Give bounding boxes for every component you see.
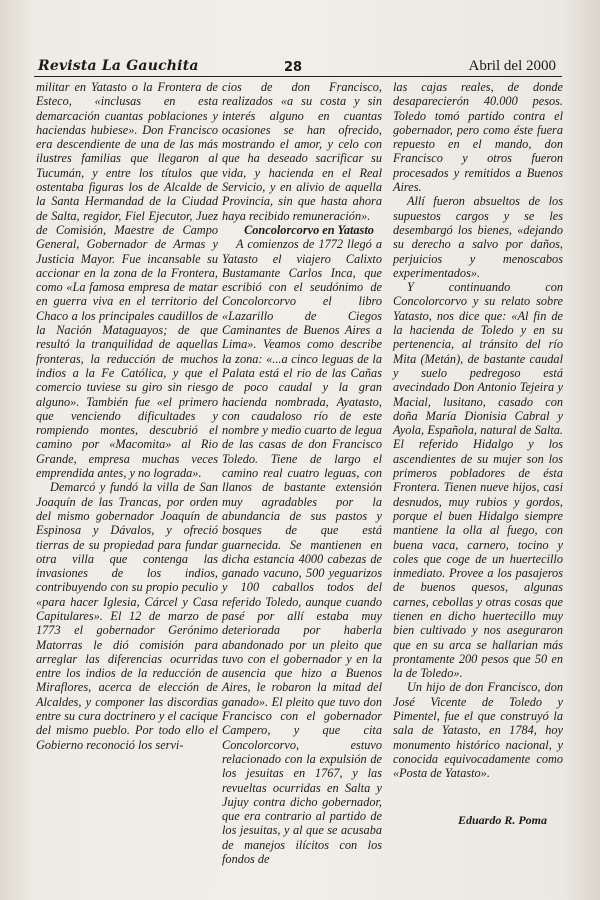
paragraph: Demarcó y fundó la villa de San Joaquín de las Trancas, por orden del mismo gobernador Joaquín de Espinosa y Dávalos, y ofreció tierras de su propiedad para fundar otra villa que contenga las invasiones de los indios, contribuyendo con su propio peculio «para hacer Iglesia, Cárcel y Casa Capitulares». El 12 de marzo de 1773 el gobernador Gerónimo Matorras le dió comisión para arreglar las diferencias ocurridas entre los indios de la reducción de Miraflores, acerca de elección de Alcaldes, y componer las discordias entre su cura doctrinero y el cacique del mismo pueblo. Por todo ello el Gobierno reconoció los servi- <box>36 480 218 752</box>
paragraph: A comienzos de 1772 llegó a Yatasto el viajero Calixto Bustamante Carlos Inca, que escribió con el seudónimo de Concolorcorvo el libro «Lazarillo de Ciegos Caminantes de Buenos Aires a Lima». Veamos como describe la zona: «...a cinco leguas de la Palata está el rio de las Cañas de poco caudal y la gran hacienda nombrada, Ayatasto, con caudaloso río de este nombre y medio cuarto de legua de las casas de don Francisco Toledo. Tiene de largo el camino real cuatro leguas, con llanos de bastante extensión muy agradables por la abundancia de sus pastos y bosques de que está guarnecida. Se mantienen en dicha estancia 4000 cabezas de ganado vacuno, 500 yeguarizos y 100 caballos todos del referido Toledo, aunque cuando pasé por allí estaba muy deteriorada por haberla abandonado por un pleito que tuvo con el gobernador y en la ausencia que hizo a Buenos Aires, le robaron la mitad del ganado». El pleito que tuvo don Francisco con el gobernador Campero, y que cita Concolorcorvo, estuvo relacionado con la expulsión de los jesuitas en 1767, y las revueltas ocurridas en Salta y Jujuy contra dicho gobernador, que era contrario al partido de los jesuitas, y al que se acusaba de manejos ilícitos con los fondos de <box>222 237 382 867</box>
paragraph: Allí fueron absueltos de los supuestos cargos y se les desembargó los bienes, «dejando su derecho a salvo por daños, perjuicios y menoscabos experimentados». <box>393 194 563 280</box>
section-subheading: Concolorcorvo en Yatasto <box>244 222 374 237</box>
paragraph: Un hijo de don Francisco, don José Vicente de Toledo y Pimentel, fue el que construyó la sala de Yatasto, en 1784, hoy monumento histórico nacional, y conocida equivocadamente como «Posta de Yatasto». <box>393 680 563 781</box>
page-header <box>34 56 562 78</box>
author-signature: Eduardo R. Poma <box>458 813 548 827</box>
text-column-3 <box>393 80 563 781</box>
page-number: 28 <box>284 60 303 75</box>
paragraph: las cajas reales, de donde desaparecierón 40.000 pesos. Toledo tomó partido contra el gobernador, pero como éste fuera repuesto en el mando, don Francisco y otros fueron procesados y remitidos a Buenos Aires. <box>393 80 563 195</box>
paragraph: cios de don Francisco, realizados «a su costa y sin interés alguno en cuantas ocasiones se han ofrecido, mostrando el amor, y celo con que ha deseado sacrificar su vida, y hacienda en el Real Servicio, y en alivio de aquella Provincia, sin que hasta ahora haya recibido remuneración». <box>222 80 382 223</box>
issue-date: Abril del 2000 <box>468 58 556 74</box>
magazine-title: Revista La Gauchita <box>38 58 199 74</box>
text-column-1 <box>36 80 218 752</box>
header-rule <box>34 76 562 77</box>
text-column-2 <box>222 80 382 866</box>
paragraph: militar en Yatasto o la Frontera de Esteco, «inclusas en esta demarcación cuantas poblaciones y haciendas hubiese». Don Francisco era descendiente de una de las más ilustres familias que llegaron al Tucumán, y entre los títulos que ostentaba figuras los de Alcalde de la Santa Hermandad de la Ciudad de Salta, regidor, Fiel Ejecutor, Juez de Comisión, Maestre de Campo General, Gobernador de Armas y Justicia Mayor. Fue incansable su accionar en la zona de la Frontera, como «La famosa empresa de matar en guerra viva en el territorio del Chaco a los principales caudillos de la Nación Mataguayos; de que resultó la tranquilidad de aquellas fronteras, la reducción de muchos indios a la Fe Católica, y que el comercio tuviese su giro sin riesgo alguno». También fue «el primero que venciendo dificultades y rompiendo montes, descubrió el camino por «Macomita» al Rio Grande, empresa muchas veces emprendida antes, y no lograda». <box>36 80 218 481</box>
paragraph: Y continuando con Concolorcorvo y su relato sobre Yatasto, nos dice que: «Al fin de la hacienda de Toledo y en su pertenencia, al tránsito del río Mita (Metán), de bastante caudal y suelo pedregoso está avecindado Don Antonio Tejeira y Macial, lusitano, casado con doña María Dionisia Cabral y Ayola, Española, natural de Salta. El referido Hidalgo y los ascendientes de su mujer son los primeros pobladores de ésta Frontera. Tienen nueve hijos, casi desnudos, muy rubios y gordos, porque el buen Hidalgo siempre mantiene la olla al fuego, con buena vaca, carnero, tocino y coles que coge de un huertecillo inmediato. Provee a los pasajeros de buenos quesos, algunas carnes, cebollas y otras cosas que tienen en dicho huertecillo muy bien cultivado y nos aseguraron que en su arca se hallarian más prontamente 200 pesos que 50 en la de Toledo». <box>393 280 563 681</box>
